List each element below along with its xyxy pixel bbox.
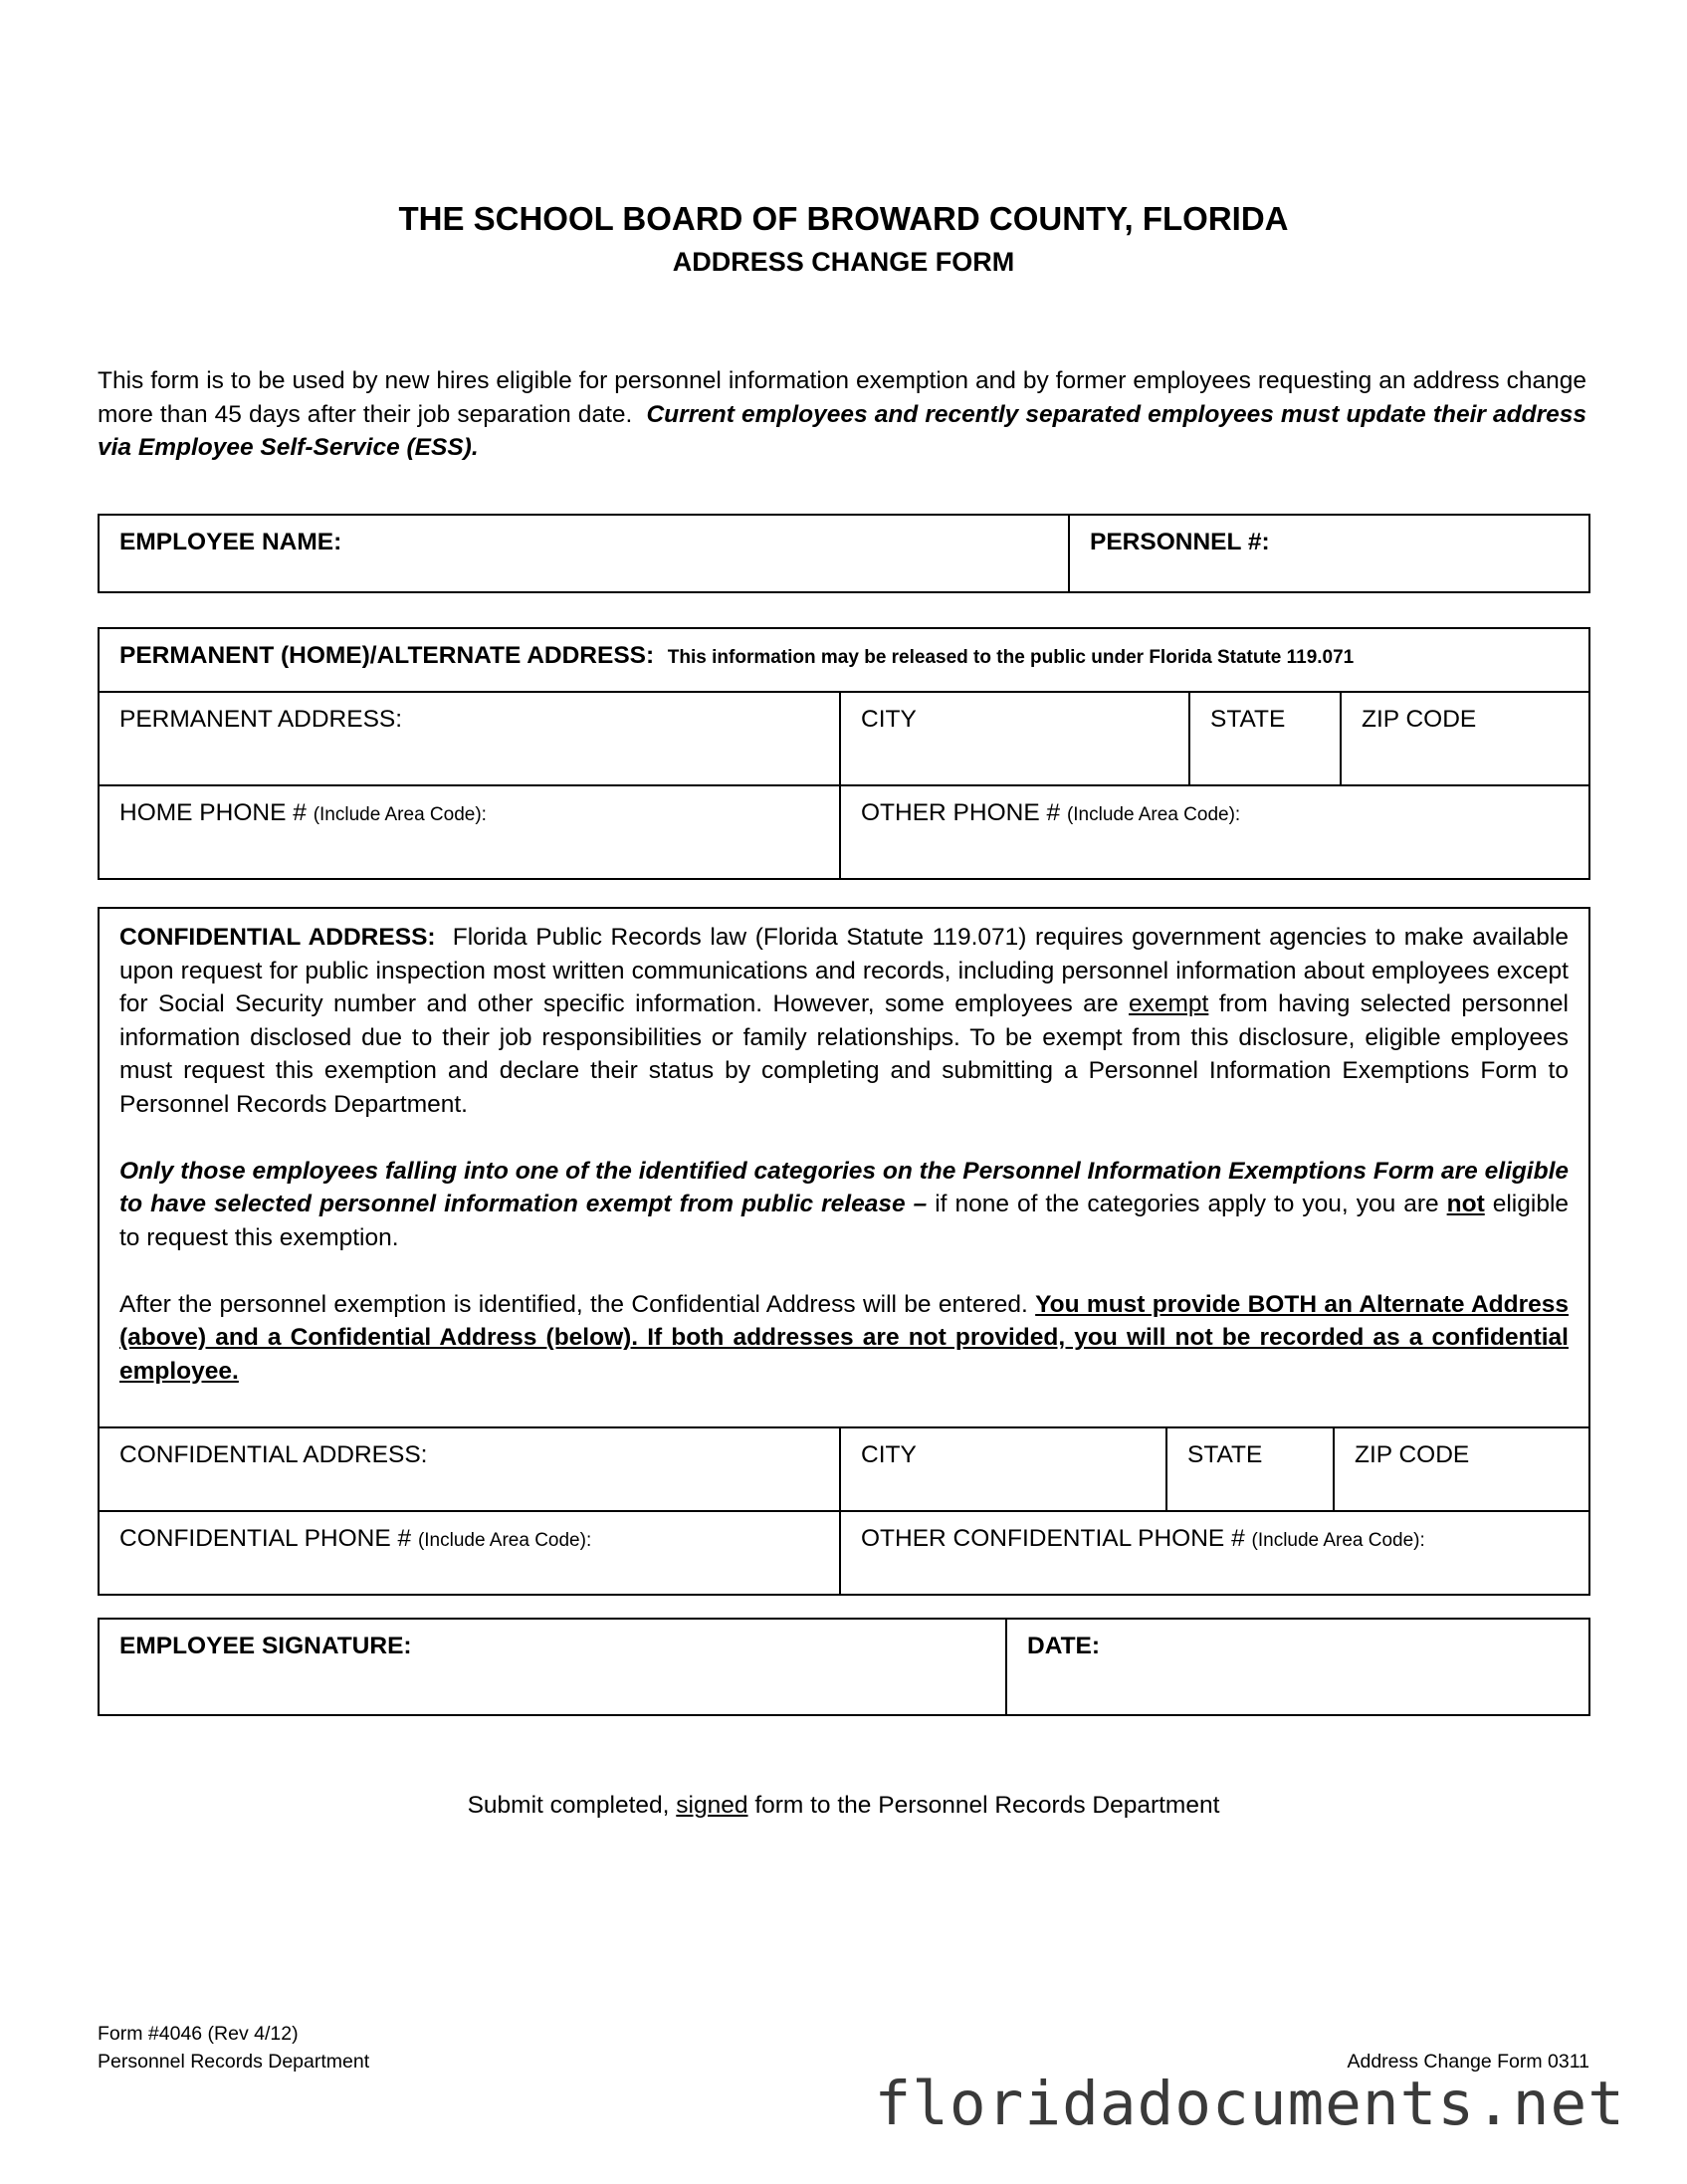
permanent-zip-field[interactable] — [1341, 692, 1589, 785]
confidential-info-block — [99, 908, 1589, 1427]
confidential-address-table — [98, 907, 1590, 1596]
permanent-address-heading: PERMANENT (HOME)/ALTERNATE ADDRESS: — [119, 642, 655, 669]
confidential-para2-text: if none of the categories apply to you, you are — [935, 1191, 1439, 1217]
form-subtitle: ADDRESS CHANGE FORM — [672, 247, 1015, 277]
permanent-city-field[interactable] — [840, 692, 1189, 785]
confidential-zip-field[interactable] — [1334, 1427, 1589, 1511]
confidential-phone-note: (Include Area Code): — [417, 1530, 592, 1551]
submit-text-b: form to the Personnel Records Department — [754, 1792, 1220, 1819]
confidential-state-field[interactable] — [1166, 1427, 1334, 1511]
confidential-para2-text-b: eligible to request this exemption. — [119, 1191, 1570, 1251]
permanent-zip-label: ZIP CODE — [1362, 706, 1477, 733]
permanent-address-table — [98, 627, 1590, 880]
confidential-para2-emphasis: Only those employees falling into one of the identified categories on the Personnel Information Exemptions Form are eligible to have selected personnel information exempt from public release – — [119, 1157, 1569, 1217]
permanent-address-note: This information may be released to the public under Florida Statute 119.071 — [667, 647, 1355, 668]
confidential-paragraph-1 — [119, 921, 1569, 1121]
submit-instructions — [0, 1790, 1687, 1822]
signature-table — [98, 1618, 1590, 1716]
form-title: THE SCHOOL BOARD OF BROWARD COUNTY, FLORIDA — [398, 200, 1289, 237]
confidential-phone-field[interactable] — [99, 1511, 840, 1595]
intro-paragraph — [98, 364, 1586, 465]
footer-left — [98, 2020, 369, 2075]
submit-text-a: Submit completed, — [467, 1792, 670, 1819]
other-phone-label: OTHER PHONE # — [861, 799, 1061, 826]
employee-signature-field[interactable] — [99, 1619, 1006, 1715]
permanent-city-label: CITY — [861, 706, 917, 733]
confidential-address-label: CONFIDENTIAL ADDRESS: — [119, 1441, 428, 1468]
footer-department: Personnel Records Department — [98, 2051, 370, 2073]
confidential-city-label: CITY — [861, 1441, 917, 1468]
other-phone-note: (Include Area Code): — [1066, 804, 1241, 825]
date-label: DATE: — [1027, 1633, 1101, 1659]
permanent-address-label: PERMANENT ADDRESS: — [119, 706, 403, 733]
employee-name-field[interactable] — [99, 515, 1069, 592]
permanent-state-label: STATE — [1210, 706, 1286, 733]
other-confidential-phone-note: (Include Area Code): — [1251, 1530, 1425, 1551]
employee-name-label: EMPLOYEE NAME: — [119, 529, 342, 555]
employee-signature-label: EMPLOYEE SIGNATURE: — [119, 1633, 412, 1659]
exempt-word: exempt — [1129, 990, 1209, 1017]
form-number: Form #4046 (Rev 4/12) — [98, 2023, 299, 2045]
confidential-paragraph-3 — [119, 1288, 1569, 1389]
signed-word: signed — [676, 1792, 748, 1819]
confidential-para3-text: After the personnel exemption is identified, the Confidential Address will be entered. — [119, 1290, 1028, 1318]
personnel-number-field[interactable] — [1069, 515, 1589, 592]
intro-emphasis: Current employees and recently separated employees must update their address via Employee Self-Service (ESS). — [98, 400, 1586, 461]
not-word: not — [1446, 1191, 1485, 1217]
confidential-zip-label: ZIP CODE — [1355, 1441, 1470, 1468]
confidential-heading: CONFIDENTIAL ADDRESS: — [119, 924, 436, 951]
confidential-paragraph-2 — [119, 1155, 1569, 1255]
confidential-state-label: STATE — [1187, 1441, 1263, 1468]
home-phone-label: HOME PHONE # — [119, 799, 307, 826]
employee-table — [98, 514, 1590, 593]
date-field[interactable] — [1006, 1619, 1589, 1715]
permanent-state-field[interactable] — [1189, 692, 1341, 785]
other-phone-field[interactable] — [840, 785, 1589, 879]
other-confidential-phone-field[interactable] — [840, 1511, 1589, 1595]
other-confidential-phone-label: OTHER CONFIDENTIAL PHONE # — [861, 1525, 1245, 1552]
intro-text: This form is to be used by new hires eligible for personnel information exemption and by former employees requesting an address change more than 45 days after their job separation date. — [98, 367, 1586, 428]
home-phone-field[interactable] — [99, 785, 840, 879]
confidential-address-field[interactable] — [99, 1427, 840, 1511]
footer-right-label: Address Change Form 0311 — [1347, 2051, 1589, 2073]
confidential-para3-emphasis: You must provide BOTH an Alternate Address (above) and a Confidential Address (below). If both addresses are not provided, you will not be recorded as a confidential employee. — [119, 1290, 1570, 1385]
confidential-city-field[interactable] — [840, 1427, 1166, 1511]
confidential-para1-text: Florida Public Records law (Florida Statute 119.071) requires government agencies to make available upon request for public inspection most written communications and records, including personnel information about employees except for Social Security number and other specific information. However, some employees are — [119, 924, 1569, 1017]
permanent-address-field[interactable] — [99, 692, 840, 785]
permanent-address-header — [99, 628, 1589, 692]
home-phone-note: (Include Area Code): — [313, 804, 487, 825]
personnel-number-label: PERSONNEL #: — [1090, 529, 1270, 555]
confidential-para1-text-b: from having selected personnel information disclosed due to their job responsibilities or family relationships. To be exempt from this disclosure, eligible employees must request this exemption and declare their status by completing and submitting a Personnel Information Exemptions Form to Personnel Records Department. — [119, 990, 1569, 1118]
watermark: floridadocuments.net — [874, 2069, 1625, 2139]
confidential-phone-label: CONFIDENTIAL PHONE # — [119, 1525, 412, 1552]
